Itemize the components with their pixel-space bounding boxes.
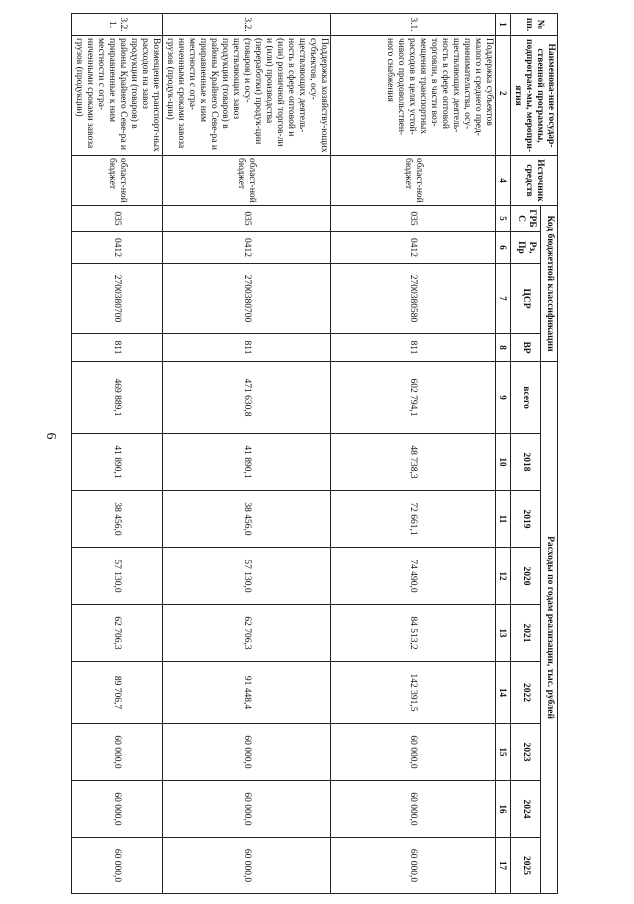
row-num: 3.2. 1.	[72, 14, 163, 36]
row-name: Поддержка субъектов малого и среднего пред-принимательства, осу-ществляющих деятель-ность в сфере оптовой торговли, в части воз-мещения транспортных расходов в целях устой-чивого продовольствен-ного снабжения	[331, 36, 496, 156]
header-vr: ВР	[511, 334, 541, 362]
row-value: 89 706,7	[72, 662, 163, 724]
row-name: Возмещение транспорт-ных расходов на завоз продукции (товаров) в районы Крайнего Севе-ра и приравненные к ним местности с огра-ниченными сроками завоза грузов (продукции)	[72, 36, 163, 156]
row-grbs: 035	[331, 206, 496, 232]
header-year: 2021	[511, 605, 541, 662]
row-vr: 811	[163, 334, 331, 362]
column-number: 15	[496, 724, 511, 781]
column-number: 10	[496, 434, 511, 491]
row-value: 91 448,4	[163, 662, 331, 724]
row-value: 57 130,0	[163, 548, 331, 605]
row-value: 38 456,0	[163, 491, 331, 548]
header-year: 2022	[511, 662, 541, 724]
row-total: 469 889,1	[72, 362, 163, 434]
row-value: 60 000,0	[72, 781, 163, 838]
row-source: област-ной бюджет	[72, 156, 163, 206]
column-number: 9	[496, 362, 511, 434]
header-name: Наименова-ние государ-ственной программы, подпрограм-мы, меропри-ятия	[511, 36, 558, 156]
column-number: 4	[496, 156, 511, 206]
header-year: 2020	[511, 548, 541, 605]
row-csr: 2700380700	[163, 264, 331, 334]
table-row	[331, 14, 496, 894]
row-rzpr: 0412	[163, 232, 331, 264]
header-year: 2025	[511, 838, 541, 894]
header-year: 2024	[511, 781, 541, 838]
column-number: 6	[496, 232, 511, 264]
column-number: 12	[496, 548, 511, 605]
table-row	[72, 14, 163, 894]
header-code: Код бюджетной классификации	[541, 206, 558, 362]
row-grbs: 035	[72, 206, 163, 232]
column-number-row	[496, 14, 511, 894]
row-value: 41 890,1	[163, 434, 331, 491]
row-value: 60 000,0	[163, 838, 331, 894]
row-rzpr: 0412	[72, 232, 163, 264]
row-value: 60 000,0	[331, 781, 496, 838]
row-num: 3.1.	[331, 14, 496, 36]
header-year: 2018	[511, 434, 541, 491]
header-csr: ЦСР	[511, 264, 541, 334]
row-value: 38 456,0	[72, 491, 163, 548]
row-value: 57 130,0	[72, 548, 163, 605]
row-value: 60 000,0	[72, 838, 163, 894]
row-source: област-ной бюджет	[163, 156, 331, 206]
row-csr: 2700380700	[72, 264, 163, 334]
row-rzpr: 0412	[331, 232, 496, 264]
column-number: 11	[496, 491, 511, 548]
rotated-table-container	[38, 13, 558, 893]
row-value: 62 706,3	[72, 605, 163, 662]
column-number: 8	[496, 334, 511, 362]
header-num: № пп.	[511, 14, 558, 36]
row-value: 74 490,0	[331, 548, 496, 605]
row-total: 602 794,1	[331, 362, 496, 434]
column-number: 1	[496, 14, 511, 36]
row-num: 3.2.	[163, 14, 331, 36]
header-grbs: ГРБ С	[511, 206, 541, 232]
header-total: всего	[511, 362, 541, 434]
column-number: 5	[496, 206, 511, 232]
row-value: 60 000,0	[72, 724, 163, 781]
row-value: 62 706,3	[163, 605, 331, 662]
row-vr: 811	[331, 334, 496, 362]
row-vr: 811	[72, 334, 163, 362]
header-rzpr: Рз, Пр	[511, 232, 541, 264]
row-value: 48 738,3	[331, 434, 496, 491]
column-number: 2	[496, 36, 511, 156]
row-value: 72 661,1	[331, 491, 496, 548]
row-value: 60 000,0	[331, 724, 496, 781]
column-number: 16	[496, 781, 511, 838]
header-expenses: Расходы по годам реализации, тыс. рублей	[541, 362, 558, 894]
row-value: 60 000,0	[163, 724, 331, 781]
row-value: 60 000,0	[163, 781, 331, 838]
row-total: 471 630,8	[163, 362, 331, 434]
row-value: 60 000,0	[331, 838, 496, 894]
column-number: 13	[496, 605, 511, 662]
header-source: Источник средств	[511, 156, 558, 206]
header-year: 2019	[511, 491, 541, 548]
row-value: 84 513,2	[331, 605, 496, 662]
page-number: 6	[43, 432, 58, 440]
row-csr: 2700380580	[331, 264, 496, 334]
row-value: 41 890,1	[72, 434, 163, 491]
header-year: 2023	[511, 724, 541, 781]
column-number: 7	[496, 264, 511, 334]
row-value: 142 391,5	[331, 662, 496, 724]
row-grbs: 035	[163, 206, 331, 232]
row-name: Поддержка хозяйству-ющих субъектов, осу-ществляющих деятель-ность в сфере оптовой и (или) розничной торгов-ли и (или) производства (переработки) продук-ции (товаров) и осу-ществляющих завоз продукции (товаров) в районы Крайнего Севе-ра и приравненные к ним местности с огра-ниченными сроками завоза грузов (продук-ции)	[163, 36, 331, 156]
row-source: област-ной бюджет	[331, 156, 496, 206]
table-row	[163, 14, 331, 894]
column-number: 14	[496, 662, 511, 724]
column-number: 17	[496, 838, 511, 894]
header-row-1	[541, 14, 558, 894]
budget-table	[71, 13, 558, 894]
